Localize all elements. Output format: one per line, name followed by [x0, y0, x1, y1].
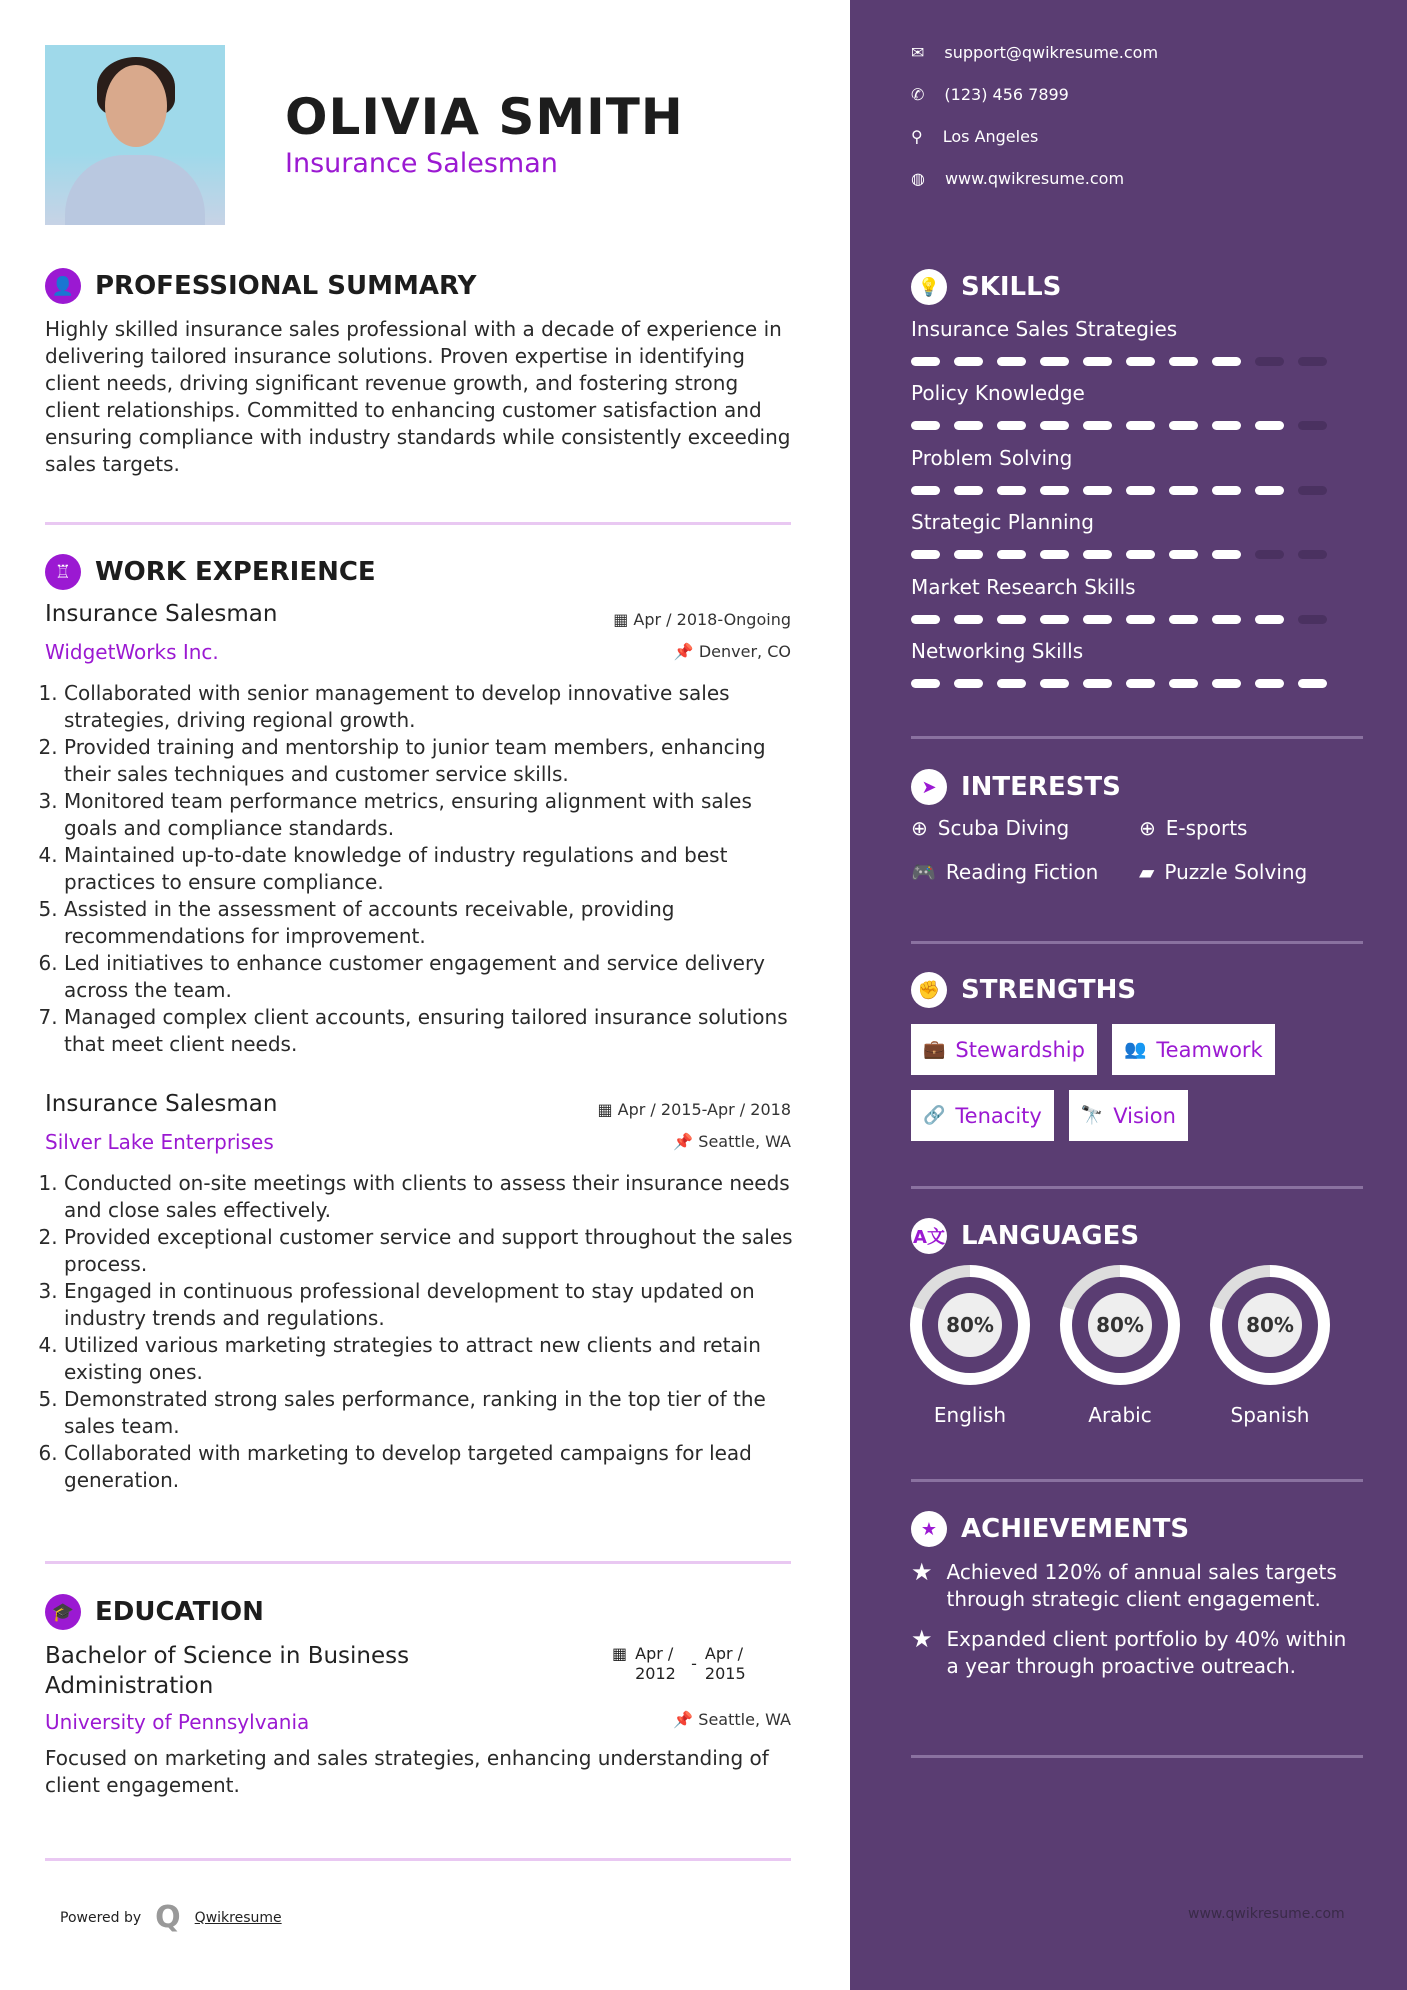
- skill-level-segment: [911, 486, 940, 495]
- skill-level-segment: [954, 486, 983, 495]
- users-icon: 👥: [1123, 1039, 1147, 1060]
- duty-item: 5. Demonstrated strong sales performance, ranking in the top tier of the sales team.: [64, 1386, 795, 1440]
- briefcase-icon: 💼: [923, 1039, 946, 1060]
- interest-item: [1139, 860, 1339, 884]
- skill-level-segment: [997, 421, 1026, 430]
- divider: [911, 1755, 1363, 1758]
- skill-level-segment: [1083, 550, 1112, 559]
- skill-name: Insurance Sales Strategies: [911, 317, 1178, 341]
- summary-text: Highly skilled insurance sales professional with a decade of experience in delivering tailored insurance solutions. Proven expertise in identifying client needs, driving significant revenue growth, and fostering strong client relationships. Committed to enhancing customer satisfaction and ensuring compliance with industry standards while consistently exceeding sales targets.: [45, 317, 791, 476]
- skill-level-segment: [1126, 550, 1155, 559]
- date-text: Apr / 2018-Ongoing: [633, 610, 791, 629]
- skill-level-bar: [911, 486, 1327, 495]
- language-name: English: [933, 1403, 1007, 1427]
- proficiency-label: 80%: [938, 1293, 1002, 1357]
- paper-plane-icon: ➤: [911, 769, 947, 805]
- skill-level-segment: [1255, 421, 1284, 430]
- divider: [911, 941, 1363, 944]
- skill-level-segment: [997, 357, 1026, 366]
- interest-item: [911, 816, 1139, 840]
- date-text: Apr / 2015-Apr / 2018: [617, 1100, 791, 1119]
- interest-label: Reading Fiction: [945, 860, 1099, 884]
- company-name: WidgetWorks Inc.: [45, 640, 219, 664]
- skill-level-bar: [911, 615, 1327, 624]
- heading-text: EDUCATION: [95, 1597, 264, 1627]
- heading-text: INTERESTS: [961, 772, 1121, 802]
- duty-item: 7. Managed complex client accounts, ensuring tailored insurance solutions that meet client needs.: [64, 1004, 795, 1058]
- ring-track: [922, 1277, 1018, 1373]
- qwikresume-logo-icon: Q: [155, 1900, 181, 1935]
- skill-level-bar: [911, 421, 1327, 430]
- skill-level-segment: [911, 550, 940, 559]
- heading-text: PROFESSIONAL SUMMARY: [95, 271, 477, 301]
- strengths-heading: [911, 972, 1136, 1008]
- divider: [45, 1561, 791, 1564]
- interest-label: E-sports: [1165, 816, 1248, 840]
- job-location: [674, 642, 791, 661]
- skill-level-bar: [911, 550, 1327, 559]
- skill-level-segment: [954, 357, 983, 366]
- job-title: Insurance Salesman: [45, 1091, 278, 1117]
- language-item: [910, 1265, 1030, 1427]
- skill-level-segment: [1126, 486, 1155, 495]
- pin-icon: 📌: [673, 1132, 699, 1151]
- duty-item: 4. Maintained up-to-date knowledge of industry regulations and best practices to ensure compliance.: [64, 842, 795, 896]
- language-proficiency-ring: [910, 1265, 1030, 1385]
- book-icon: ▰: [1139, 860, 1155, 884]
- skill-name: Strategic Planning: [911, 510, 1094, 535]
- duty-item: 3. Engaged in continuous professional development to stay updated on industry trends and regulations.: [64, 1278, 795, 1332]
- profile-photo: [45, 45, 225, 225]
- divider: [911, 1479, 1363, 1482]
- languages-heading: [911, 1218, 1139, 1254]
- duty-item: 1. Conducted on-site meetings with clients to assess their insurance needs and close sales effectively.: [64, 1170, 795, 1224]
- skill-level-segment: [1298, 615, 1327, 624]
- duty-item: 3. Monitored team performance metrics, ensuring alignment with sales goals and compliance standards.: [64, 788, 795, 842]
- contact-text[interactable]: support@qwikresume.com: [944, 43, 1159, 62]
- skill-level-segment: [1169, 421, 1198, 430]
- interests-heading: [911, 769, 1121, 805]
- skill-level-segment: [997, 486, 1026, 495]
- language-item: [1060, 1265, 1180, 1427]
- heading-text: STRENGTHS: [961, 975, 1137, 1005]
- achievement-text: Achieved 120% of annual sales targets through strategic client engagement.: [946, 1560, 1337, 1611]
- skill-level-segment: [1298, 679, 1327, 688]
- location-text: Seattle, WA: [698, 1710, 791, 1729]
- summary-heading: [45, 268, 476, 304]
- skill-level-segment: [997, 550, 1026, 559]
- location-text: Seattle, WA: [698, 1132, 791, 1151]
- skill-level-segment: [911, 679, 940, 688]
- skill-level-segment: [1126, 615, 1155, 624]
- calendar-icon: ▦: [597, 1100, 618, 1119]
- strengths-list: [911, 1024, 1331, 1141]
- start-date: Apr / 2012: [635, 1644, 676, 1683]
- skill-level-segment: [1083, 486, 1112, 495]
- skill-level-segment: [911, 421, 940, 430]
- phone-icon: ✆: [911, 85, 925, 104]
- skill-level-segment: [911, 357, 940, 366]
- fist-icon: ✊: [911, 972, 947, 1008]
- education-description: Focused on marketing and sales strategies, enhancing understanding of client engagement.: [45, 1746, 769, 1797]
- skill-name: Networking Skills: [911, 639, 1084, 663]
- contact-item: [911, 43, 1158, 62]
- job-title: Insurance Salesman: [45, 601, 278, 627]
- date-separator: -: [691, 1654, 697, 1673]
- skill-level-bar: [911, 679, 1327, 688]
- life-ring-icon: ⊕: [1139, 816, 1156, 840]
- divider: [911, 736, 1363, 739]
- languages-list: [910, 1265, 1330, 1427]
- interests-list: [911, 816, 1339, 884]
- skill-level-segment: [1255, 486, 1284, 495]
- job-duties: [45, 1170, 795, 1494]
- skill-level-segment: [997, 615, 1026, 624]
- heading-text: WORK EXPERIENCE: [95, 557, 376, 587]
- contact-item: [911, 169, 1124, 188]
- skill-level-segment: [911, 615, 940, 624]
- skill-level-segment: [1126, 421, 1155, 430]
- strength-label: Vision: [1113, 1103, 1176, 1128]
- skill-level-segment: [1212, 421, 1241, 430]
- skill-level-segment: [1169, 550, 1198, 559]
- divider: [45, 522, 791, 525]
- skill-level-segment: [1126, 357, 1155, 366]
- globe-icon: ◍: [911, 169, 925, 188]
- shooting-star-icon: ★: [911, 1558, 933, 1586]
- footer-url[interactable]: www.qwikresume.com: [1188, 1906, 1345, 1922]
- achievement-text: Expanded client portfolio by 40% within a year through proactive outreach.: [946, 1627, 1347, 1678]
- strength-label: Tenacity: [955, 1103, 1042, 1128]
- strength-label: Stewardship: [955, 1037, 1085, 1062]
- achievement-item: [911, 1559, 1363, 1613]
- skill-level-segment: [1255, 615, 1284, 624]
- job-location: [673, 1132, 791, 1151]
- skill-level-segment: [1255, 357, 1284, 366]
- pin-icon: 📌: [673, 1710, 699, 1729]
- skill-name: Market Research Skills: [911, 574, 1136, 599]
- contact-text[interactable]: www.qwikresume.com: [944, 169, 1125, 188]
- shooting-star-icon: ★: [911, 1625, 933, 1653]
- skill-level-segment: [1083, 357, 1112, 366]
- duty-item: 2. Provided training and mentorship to junior team members, enhancing their sales techniques and customer service skills.: [64, 734, 795, 788]
- skill-level-segment: [954, 615, 983, 624]
- job-date: [613, 610, 791, 629]
- skill-level-segment: [1169, 679, 1198, 688]
- duty-item: 6. Led initiatives to enhance customer engagement and service delivery across the team.: [64, 950, 795, 1004]
- language-name: Spanish: [1230, 1403, 1310, 1427]
- contact-item: [911, 127, 1038, 146]
- skill-level-segment: [1255, 550, 1284, 559]
- ring-track: [1222, 1277, 1318, 1373]
- interest-item: [1139, 816, 1339, 840]
- achievement-item: [911, 1626, 1363, 1680]
- strength-badge: [911, 1024, 1097, 1075]
- duty-item: 6. Collaborated with marketing to develop targeted campaigns for lead generation.: [64, 1440, 795, 1494]
- life-ring-icon: ⊕: [911, 816, 928, 840]
- skill-level-segment: [1212, 679, 1241, 688]
- skill-level-segment: [1169, 615, 1198, 624]
- pin-icon: 📌: [673, 642, 699, 661]
- skill-level-segment: [1298, 421, 1327, 430]
- skill-level-segment: [1126, 679, 1155, 688]
- skill-level-segment: [1298, 550, 1327, 559]
- language-proficiency-ring: [1210, 1265, 1330, 1385]
- interest-label: Puzzle Solving: [1164, 860, 1308, 884]
- skill-level-segment: [997, 679, 1026, 688]
- skill-level-segment: [954, 421, 983, 430]
- strength-badge: [911, 1090, 1054, 1141]
- skill-level-segment: [1212, 550, 1241, 559]
- user-icon: 👤: [45, 268, 81, 304]
- language-name: Arabic: [1088, 1403, 1152, 1427]
- proficiency-label: 80%: [1238, 1293, 1302, 1357]
- skill-level-segment: [954, 550, 983, 559]
- contact-item: [911, 85, 1069, 104]
- skill-level-segment: [1083, 421, 1112, 430]
- calendar-icon: ▦: [612, 1644, 628, 1663]
- contact-text: (123) 456 7899: [944, 85, 1069, 104]
- heading-text: SKILLS: [961, 272, 1062, 302]
- strength-label: Teamwork: [1156, 1037, 1263, 1062]
- skill-level-segment: [1083, 615, 1112, 624]
- skill-level-segment: [1040, 550, 1069, 559]
- degree: Bachelor of Science in Business Administration: [45, 1643, 410, 1699]
- strength-badge: [1069, 1090, 1188, 1141]
- heading-text: LANGUAGES: [961, 1221, 1140, 1251]
- skill-name: Policy Knowledge: [911, 381, 1085, 406]
- divider: [911, 1186, 1363, 1189]
- end-date: Apr / 2015: [704, 1644, 746, 1683]
- skill-level-segment: [1040, 357, 1069, 366]
- education-location: [673, 1710, 791, 1729]
- lightbulb-icon: 💡: [911, 269, 947, 305]
- skill-level-segment: [1169, 486, 1198, 495]
- work-heading: [45, 554, 376, 590]
- job-duties: [45, 680, 795, 1058]
- envelope-icon: ✉: [911, 43, 925, 62]
- candidate-title: Insurance Salesman: [285, 148, 558, 179]
- heading-text: ACHIEVEMENTS: [961, 1514, 1190, 1544]
- map-pin-icon: ⚲: [911, 127, 923, 146]
- skill-level-segment: [1169, 357, 1198, 366]
- achievements-heading: [911, 1511, 1189, 1547]
- language-item: [1210, 1265, 1330, 1427]
- graduate-icon: 🎓: [45, 1594, 81, 1630]
- skill-level-segment: [1083, 679, 1112, 688]
- strength-badge: [1112, 1024, 1275, 1075]
- candidate-name: OLIVIA SMITH: [285, 88, 684, 146]
- skill-level-segment: [1040, 421, 1069, 430]
- skill-level-segment: [1298, 357, 1327, 366]
- duty-item: 2. Provided exceptional customer service and support throughout the sales process.: [64, 1224, 795, 1278]
- skill-level-segment: [1255, 679, 1284, 688]
- school-name: University of Pennsylvania: [45, 1710, 310, 1734]
- binoculars-icon: 🔭: [1080, 1105, 1104, 1126]
- education-dates: [612, 1644, 753, 1684]
- job-date: [597, 1100, 791, 1119]
- skill-level-segment: [1040, 679, 1069, 688]
- skill-level-segment: [1040, 486, 1069, 495]
- company-name: Silver Lake Enterprises: [45, 1130, 274, 1154]
- powered-by: [60, 1900, 282, 1935]
- skill-level-segment: [1212, 486, 1241, 495]
- ring-track: [1072, 1277, 1168, 1373]
- skill-name: Problem Solving: [911, 445, 1073, 470]
- skill-level-segment: [1298, 486, 1327, 495]
- powered-label: Powered by: [60, 1909, 142, 1926]
- skill-level-segment: [1212, 357, 1241, 366]
- star-badge-icon: ★: [911, 1511, 947, 1547]
- link-icon: 🔗: [923, 1105, 946, 1126]
- location-text: Denver, CO: [698, 642, 791, 661]
- translate-icon: A文: [911, 1218, 947, 1254]
- chair-icon: ♖: [45, 554, 81, 590]
- gamepad-icon: 🎮: [911, 860, 936, 884]
- interest-item: [911, 860, 1139, 884]
- divider: [45, 1858, 791, 1861]
- calendar-icon: ▦: [613, 610, 634, 629]
- skill-level-bar: [911, 357, 1327, 366]
- education-heading: [45, 1594, 264, 1630]
- skill-level-segment: [954, 679, 983, 688]
- skill-level-segment: [1212, 615, 1241, 624]
- interest-label: Scuba Diving: [937, 816, 1070, 840]
- duty-item: 1. Collaborated with senior management to develop innovative sales strategies, driving regional growth.: [64, 680, 795, 734]
- duty-item: 5. Assisted in the assessment of accounts receivable, providing recommendations for improvement.: [64, 896, 795, 950]
- contact-text: Los Angeles: [942, 127, 1039, 146]
- proficiency-label: 80%: [1088, 1293, 1152, 1357]
- duty-item: 4. Utilized various marketing strategies to attract new clients and retain existing ones.: [64, 1332, 795, 1386]
- skill-level-segment: [1040, 615, 1069, 624]
- language-proficiency-ring: [1060, 1265, 1180, 1385]
- qwikresume-link[interactable]: Qwikresume: [194, 1909, 282, 1926]
- skills-heading: [911, 269, 1061, 305]
